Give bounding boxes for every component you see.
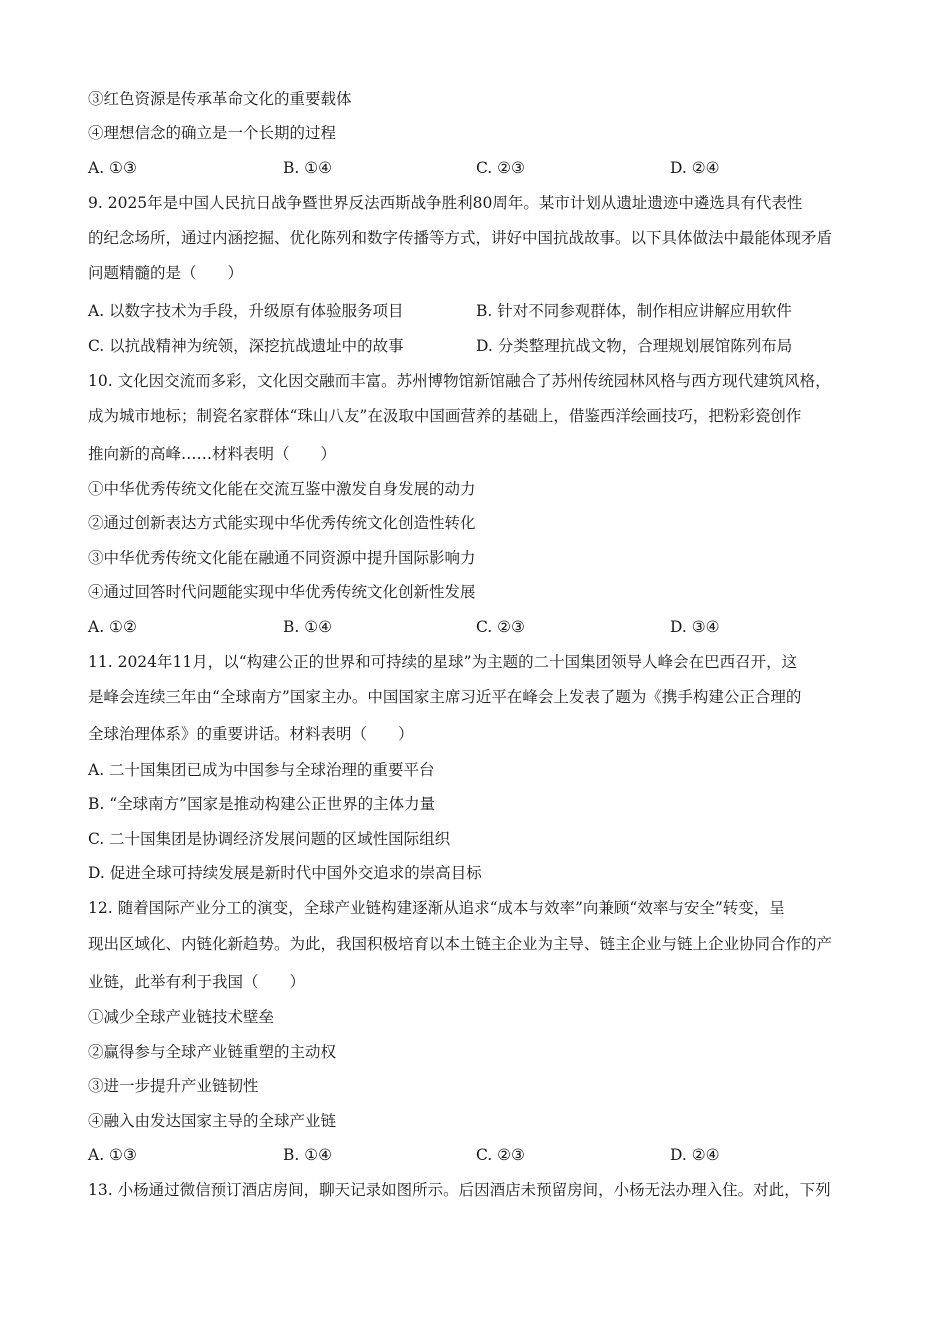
question-10-text: 推向新的高峰……材料表明（ ） xyxy=(88,445,337,463)
q12-statement-1: ①减少全球产业链技术壁垒 xyxy=(88,1008,275,1026)
q11-option-c: C. 二十国集团是协调经济发展问题的区域性国际组织 xyxy=(88,830,451,848)
q10-option-b: B. ①④ xyxy=(283,618,333,636)
question-9-text: 问题精髓的是（ ） xyxy=(88,264,244,282)
q10-statement-2: ②通过创新表达方式能实现中华优秀传统文化创造性转化 xyxy=(88,514,476,532)
q12-statement-2: ②赢得参与全球产业链重塑的主动权 xyxy=(88,1043,337,1061)
q12-options-row xyxy=(88,1145,878,1165)
options-row xyxy=(88,158,878,178)
question-11-text: 是峰会连续三年由“全球南方”国家主办。中国国家主席习近平在峰会上发表了题为《携手构建公正合理的 xyxy=(88,688,802,706)
q10-options-row xyxy=(88,617,878,637)
q9-option-a: A. 以数字技术为手段，升级原有体验服务项目 xyxy=(88,302,404,320)
statement-4: ④理想信念的确立是一个长期的过程 xyxy=(88,124,337,142)
statement-3: ③红色资源是传承革命文化的重要载体 xyxy=(88,90,352,108)
question-12-text: 现出区域化、内链化新趋势。为此，我国积极培育以本土链主企业为主导、链主企业与链上企业协同合作的产 xyxy=(88,935,833,953)
q9-option-c: C. 以抗战精神为统领，深挖抗战遗址中的故事 xyxy=(88,337,404,355)
q11-option-d: D. 促进全球可持续发展是新时代中国外交追求的崇高目标 xyxy=(88,864,482,882)
option-b: B. ①④ xyxy=(283,159,333,177)
q12-statement-4: ④融入由发达国家主导的全球产业链 xyxy=(88,1112,337,1130)
q10-option-c: C. ②③ xyxy=(476,618,525,636)
q11-option-a: A. 二十国集团已成为中国参与全球治理的重要平台 xyxy=(88,761,435,779)
q10-statement-4: ④通过回答时代问题能实现中华优秀传统文化创新性发展 xyxy=(88,583,476,601)
question-11-text: 全球治理体系》的重要讲话。材料表明（ ） xyxy=(88,725,414,743)
q12-option-a: A. ①③ xyxy=(88,1146,137,1164)
q10-statement-3: ③中华优秀传统文化能在融通不同资源中提升国际影响力 xyxy=(88,549,476,567)
q9-option-d: D. 分类整理抗战文物，合理规划展馆陈列布局 xyxy=(476,337,793,355)
question-10-text: 成为城市地标；制瓷名家群体“珠山八友”在汲取中国画营养的基础上，借鉴西洋绘画技巧，把粉彩瓷创作 xyxy=(88,407,802,425)
q10-option-a: A. ①② xyxy=(88,618,137,636)
q9-option-b: B. 针对不同参观群体，制作相应讲解应用软件 xyxy=(476,302,792,320)
question-13-text: 13. 小杨通过微信预订酒店房间，聊天记录如图所示。后因酒店未预留房间，小杨无法办理入住。对此，下列 xyxy=(88,1181,831,1199)
q10-statement-1: ①中华优秀传统文化能在交流互鉴中激发自身发展的动力 xyxy=(88,480,476,498)
option-a: A. ①③ xyxy=(88,159,137,177)
q11-option-b: B. “全球南方”国家是推动构建公正世界的主体力量 xyxy=(88,795,436,813)
q12-option-c: C. ②③ xyxy=(476,1146,525,1164)
q12-option-d: D. ②④ xyxy=(670,1146,720,1164)
q10-option-d: D. ③④ xyxy=(670,618,720,636)
question-9-text: 的纪念场所，通过内涵挖掘、优化陈列和数字传播等方式，讲好中国抗战故事。以下具体做法中最能体现矛盾 xyxy=(88,229,833,247)
question-10-text: 10. 文化因交流而多彩，文化因交融而丰富。苏州博物馆新馆融合了苏州传统园林风格与西方现代建筑风格， xyxy=(88,372,831,390)
option-c: C. ②③ xyxy=(476,159,525,177)
q12-option-b: B. ①④ xyxy=(283,1146,333,1164)
question-12-text: 业链，此举有利于我国（ ） xyxy=(88,973,306,991)
option-d: D. ②④ xyxy=(670,159,720,177)
question-9-text: 9. 2025年是中国人民抗日战争暨世界反法西斯战争胜利80周年。某市计划从遗址遗迹中遴选具有代表性 xyxy=(88,194,803,212)
question-11-text: 11. 2024年11月，以“构建公正的世界和可持续的星球”为主题的二十国集团领导人峰会在巴西召开，这 xyxy=(88,653,798,671)
q12-statement-3: ③进一步提升产业链韧性 xyxy=(88,1077,259,1095)
question-12-text: 12. 随着国际产业分工的演变，全球产业链构建逐渐从追求“成本与效率”向兼顾“效率与安全”转变，呈 xyxy=(88,899,785,917)
